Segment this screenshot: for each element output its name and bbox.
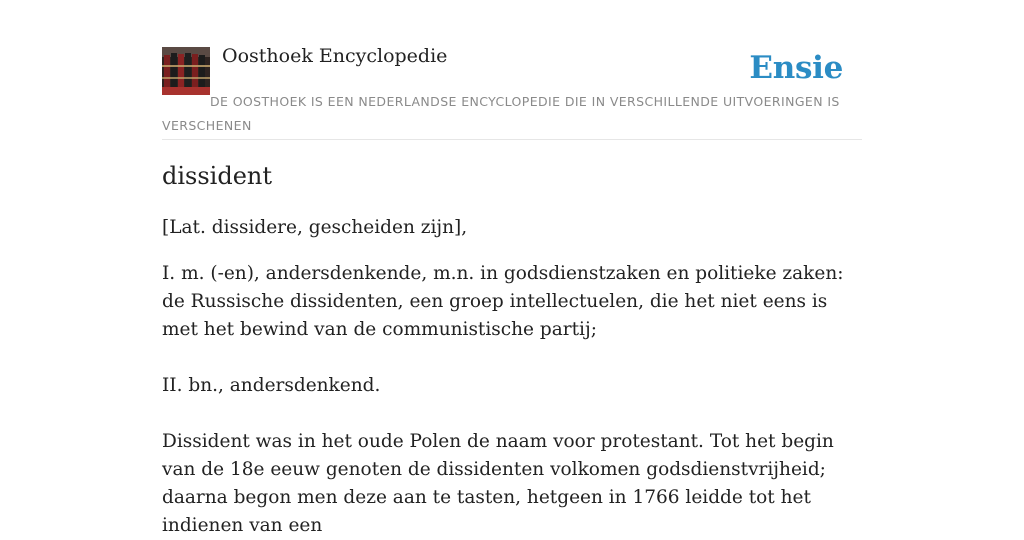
sense-1-paragraph: I. m. (-en), andersdenkende, m.n. in godsdienstzaken en politieke zaken: de Russische dissidenten, een groep intellectuelen, die het niet eens is met het bewind van de communistische partij; [162, 263, 844, 340]
sense-2-paragraph: II. bn., andersdenkend. [162, 375, 381, 396]
ensie-logo-link[interactable]: Ensie [749, 50, 843, 86]
paragraph-spacer [162, 400, 852, 428]
publication-avatar[interactable] [162, 47, 210, 95]
publication-tagline: DE OOSTHOEK IS EEN NEDERLANDSE ENCYCLOPEDIE DIE IN VERSCHILLENDE UITVOERINGEN IS VERSCHENEN [162, 94, 840, 133]
article-body [162, 214, 852, 540]
article-title: dissident [162, 162, 273, 190]
etymology-paragraph: [Lat. dissidere, gescheiden zijn], [162, 217, 468, 238]
history-paragraph: Dissident was in het oude Polen de naam voor protestant. Tot het begin van de 18e eeuw genoten de dissidenten volkomen godsdienstvrijheid; daarna begon men deze aan te tasten, hetgeen in 1766 leidde tot het indienen van een [162, 431, 834, 536]
paragraph-spacer [162, 344, 852, 372]
publication-header [162, 0, 862, 140]
books-icon [162, 47, 210, 95]
page [162, 0, 862, 536]
publication-name-link[interactable]: Oosthoek Encyclopedie [222, 45, 448, 67]
